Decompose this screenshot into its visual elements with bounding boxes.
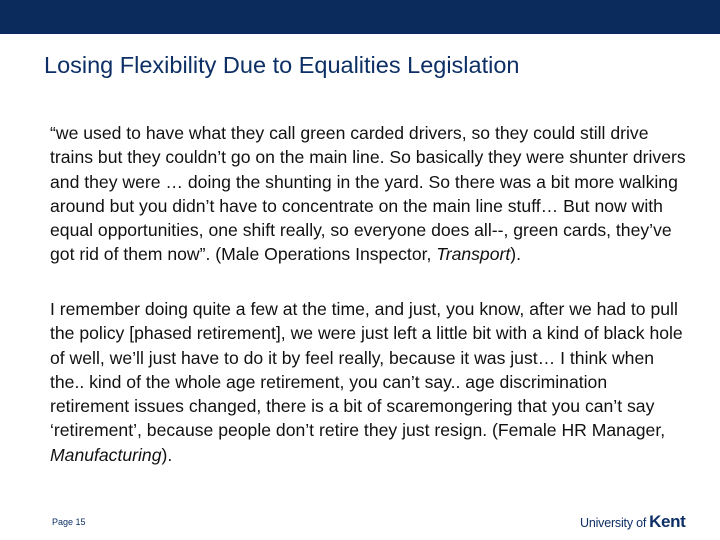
header-bar (0, 0, 720, 34)
quote-end: ). (161, 444, 173, 465)
quote-paragraph-2 (50, 297, 690, 467)
sector-label: Manufacturing (50, 444, 162, 465)
logo-prefix: University of (580, 516, 647, 530)
quote-text: I remember doing quite a few at the time, and just, you know, after we had to pull the policy [phased retirement], we were just left a little bit with a kind of black hole of well, we’ll just have to do it by feel really, because it was just… I think when the.. kind of the whole age retirement, you can’t say.. age discrimination retirement issues changed, there is a bit of scaremongering that you can’t say ‘retirement’, because people don’t retire they just resign. (Female HR Manager, (50, 299, 683, 441)
slide-title: Losing Flexibility Due to Equalities Legislation (44, 52, 520, 78)
page-number: Page 15 (52, 517, 86, 527)
university-logo (580, 512, 685, 532)
sector-label: Transport (436, 244, 511, 265)
quote-text: “we used to have what they call green carded drivers, so they could still drive trains but they couldn’t go on the main line. So basically they were shunter drivers and they were … doing the shunting in the yard. So there was a bit more walking around but you didn’t have to concentrate on the main line stuff… But now with equal opportunities, one shift really, so everyone does all--, green cards, they’ve got rid of them now”. (Male Operations Inspector, (50, 123, 686, 265)
logo-name: Kent (649, 512, 686, 531)
quote-paragraph-1 (50, 121, 690, 267)
quote-end: ). (510, 244, 521, 265)
